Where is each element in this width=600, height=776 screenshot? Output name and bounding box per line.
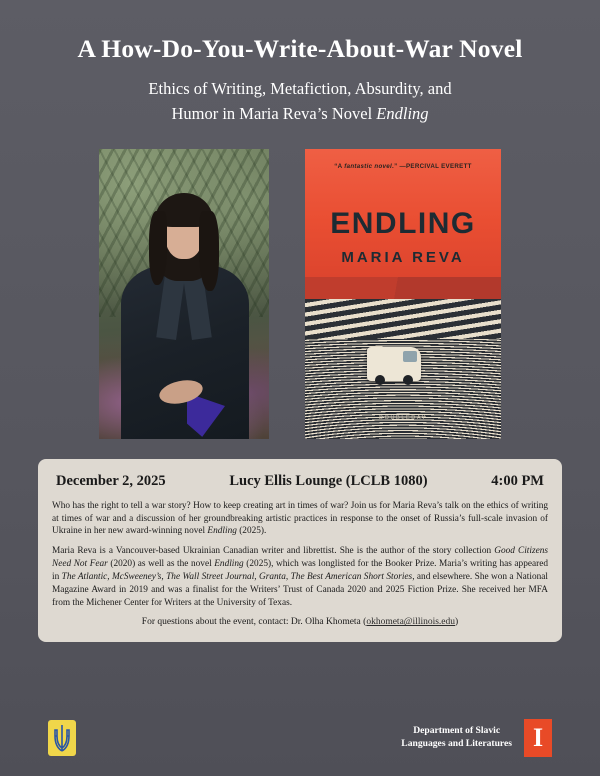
illinois-logo-icon <box>524 719 552 757</box>
contact-tail: ) <box>455 617 459 628</box>
cover-van-illustration <box>367 347 421 381</box>
contact-email-link[interactable]: okhometa@illinois.edu <box>366 617 456 628</box>
cover-van-wheel-front <box>375 375 385 385</box>
poster-subtitle <box>22 77 578 127</box>
subtitle-book-title: Endling <box>376 104 429 124</box>
poster-images <box>22 149 578 439</box>
event-venue: Lucy Ellis Lounge (LCLB 1080) <box>229 472 428 489</box>
event-contact <box>52 616 548 629</box>
event-details-card <box>38 459 562 642</box>
event-date: December 2, 2025 <box>56 472 166 489</box>
subtitle-line-1: Ethics of Writing, Metafiction, Absurdity, and <box>148 79 452 99</box>
department-block <box>401 719 552 757</box>
subtitle-line-2-text: Humor in Maria Reva’s Novel <box>171 104 377 124</box>
cover-imprint: DOUBLEDAY <box>379 414 427 421</box>
department-line-1: Department of Slavic <box>413 725 501 737</box>
ukraine-trident-icon <box>48 720 76 756</box>
author-hair-left <box>149 211 167 285</box>
subtitle-line-2 <box>62 102 538 127</box>
book-cover <box>305 149 501 439</box>
cover-blurb: “A fantastic novel.” —PERCIVAL EVERETT <box>334 162 472 170</box>
cover-author: MARIA REVA <box>341 248 465 266</box>
author-bio-paragraph: Maria Reva is a Vancouver-based Ukrainian Canadian writer and librettist. She is the author of the story collection Good Citizens Need Not Fear (2020) as well as the novel Endling (2025), which was longlisted for the Booker Prize. Maria’s writing has appeared in The Atlantic, McSweeney’s, The Wall Street Journal, Granta, The Best American Short Stories, and elsewhere. She won a National Magazine Award in 2019 and was a finalist for the Writers’ Trust of Canada 2020 and 2025 Fiction Prize. She received her MFA from the Michener Center for Writers at the University of Texas. <box>52 546 548 608</box>
department-line-2: Languages and Literatures <box>401 738 512 749</box>
author-hair-right <box>199 211 219 291</box>
poster-footer <box>22 708 578 776</box>
department-name <box>401 725 512 751</box>
event-description-paragraph: Who has the right to tell a war story? How to keep creating art in times of war? Join us for Maria Reva’s talk on the ethics of writing at times of war and a discussion of her groundbreaking artistic practices in response to the onset of Russia’s full-scale invasion of Ukraine in her new award-winning novel Endling (2025). <box>52 500 548 537</box>
cover-title: ENDLING <box>330 206 476 240</box>
cover-van-window <box>403 351 417 362</box>
event-time: 4:00 PM <box>491 472 544 489</box>
page-title: A How-Do-You-Write-About-War Novel <box>77 34 523 63</box>
event-header <box>52 473 548 500</box>
contact-label: For questions about the event, contact: Dr. Olha Khometa ( <box>141 617 367 628</box>
illinois-logo-letter: I <box>532 723 544 752</box>
cover-van-wheel-rear <box>403 375 413 385</box>
author-photo <box>99 149 269 439</box>
